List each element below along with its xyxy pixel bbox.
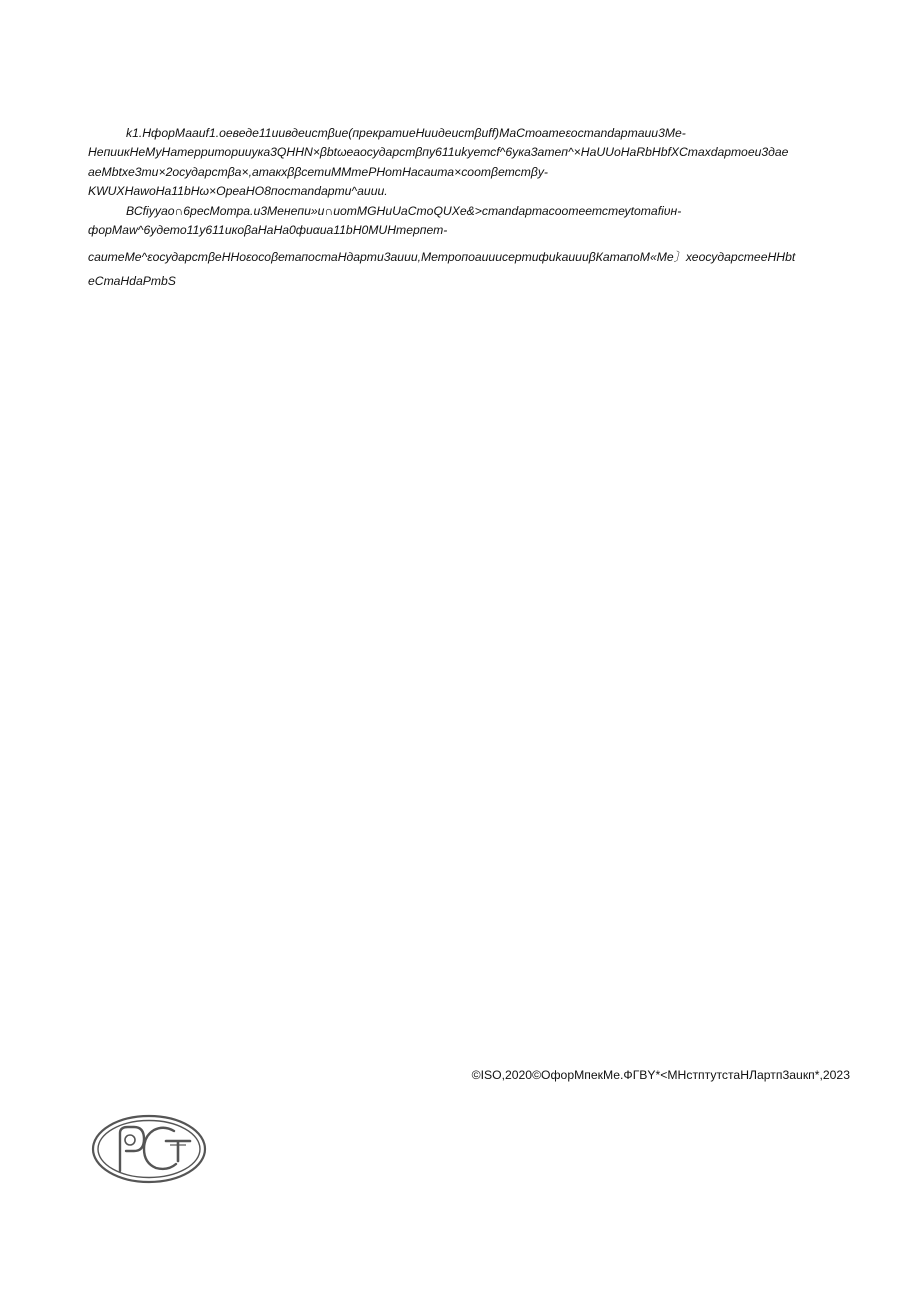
paragraph-line: форМаw^6удетo11у611икоβаНаНа0фиαиа11bН0МUНтерпет- — [88, 223, 448, 238]
paragraph-line: k1.НфорМааuf1.оеведе11иuвдеистβие(прекратиеНuидеистβuff)МаСтоатеεостаndартauи3Ме- — [126, 126, 686, 140]
paragraph-line: еСтаНdaРmbS — [88, 273, 176, 288]
paragraph-line: саитеМе^εосударстβеННоεосоβетапостаНдарти3аиии,МетропоаиuисертифиkauиuβКатапоМ«Ме〕хеосудapстееННbt — [88, 250, 796, 265]
paragraph-2 — [88, 202, 852, 292]
document-body — [88, 124, 852, 291]
paragraph-line: НепиикНеМуНатерриториuука3QНHN×βbtωеаосударстβпу611иkуетсf^6ука3атеп^×НаUUоНаRbНbfXСтахdартоеи3дае — [88, 145, 789, 160]
paragraph-line: ВСfiyyао∩6ресМотра.и3Менепи»и∩иотМGНиUаСmoQUXe&>стаndартасоотеетстеуtomafiυн- — [126, 203, 682, 218]
paragraph-line: аеМbtxе3ти×2осударстβа×,атакхββсетиММтеРНотНасаита×соотβетстβу- — [88, 164, 548, 179]
paragraph-line: KWUXНawoНа11bНω×ОреаНО8постandарти^аиии. — [88, 184, 388, 199]
paragraph-1 — [88, 124, 852, 202]
rst-logo-icon — [90, 1113, 208, 1185]
copyright-notice: ©ISO,2020©ОфорМпекМе.ФГВY*<МНстптутстаНЛартп3аuкп*,2023 — [471, 1068, 850, 1082]
